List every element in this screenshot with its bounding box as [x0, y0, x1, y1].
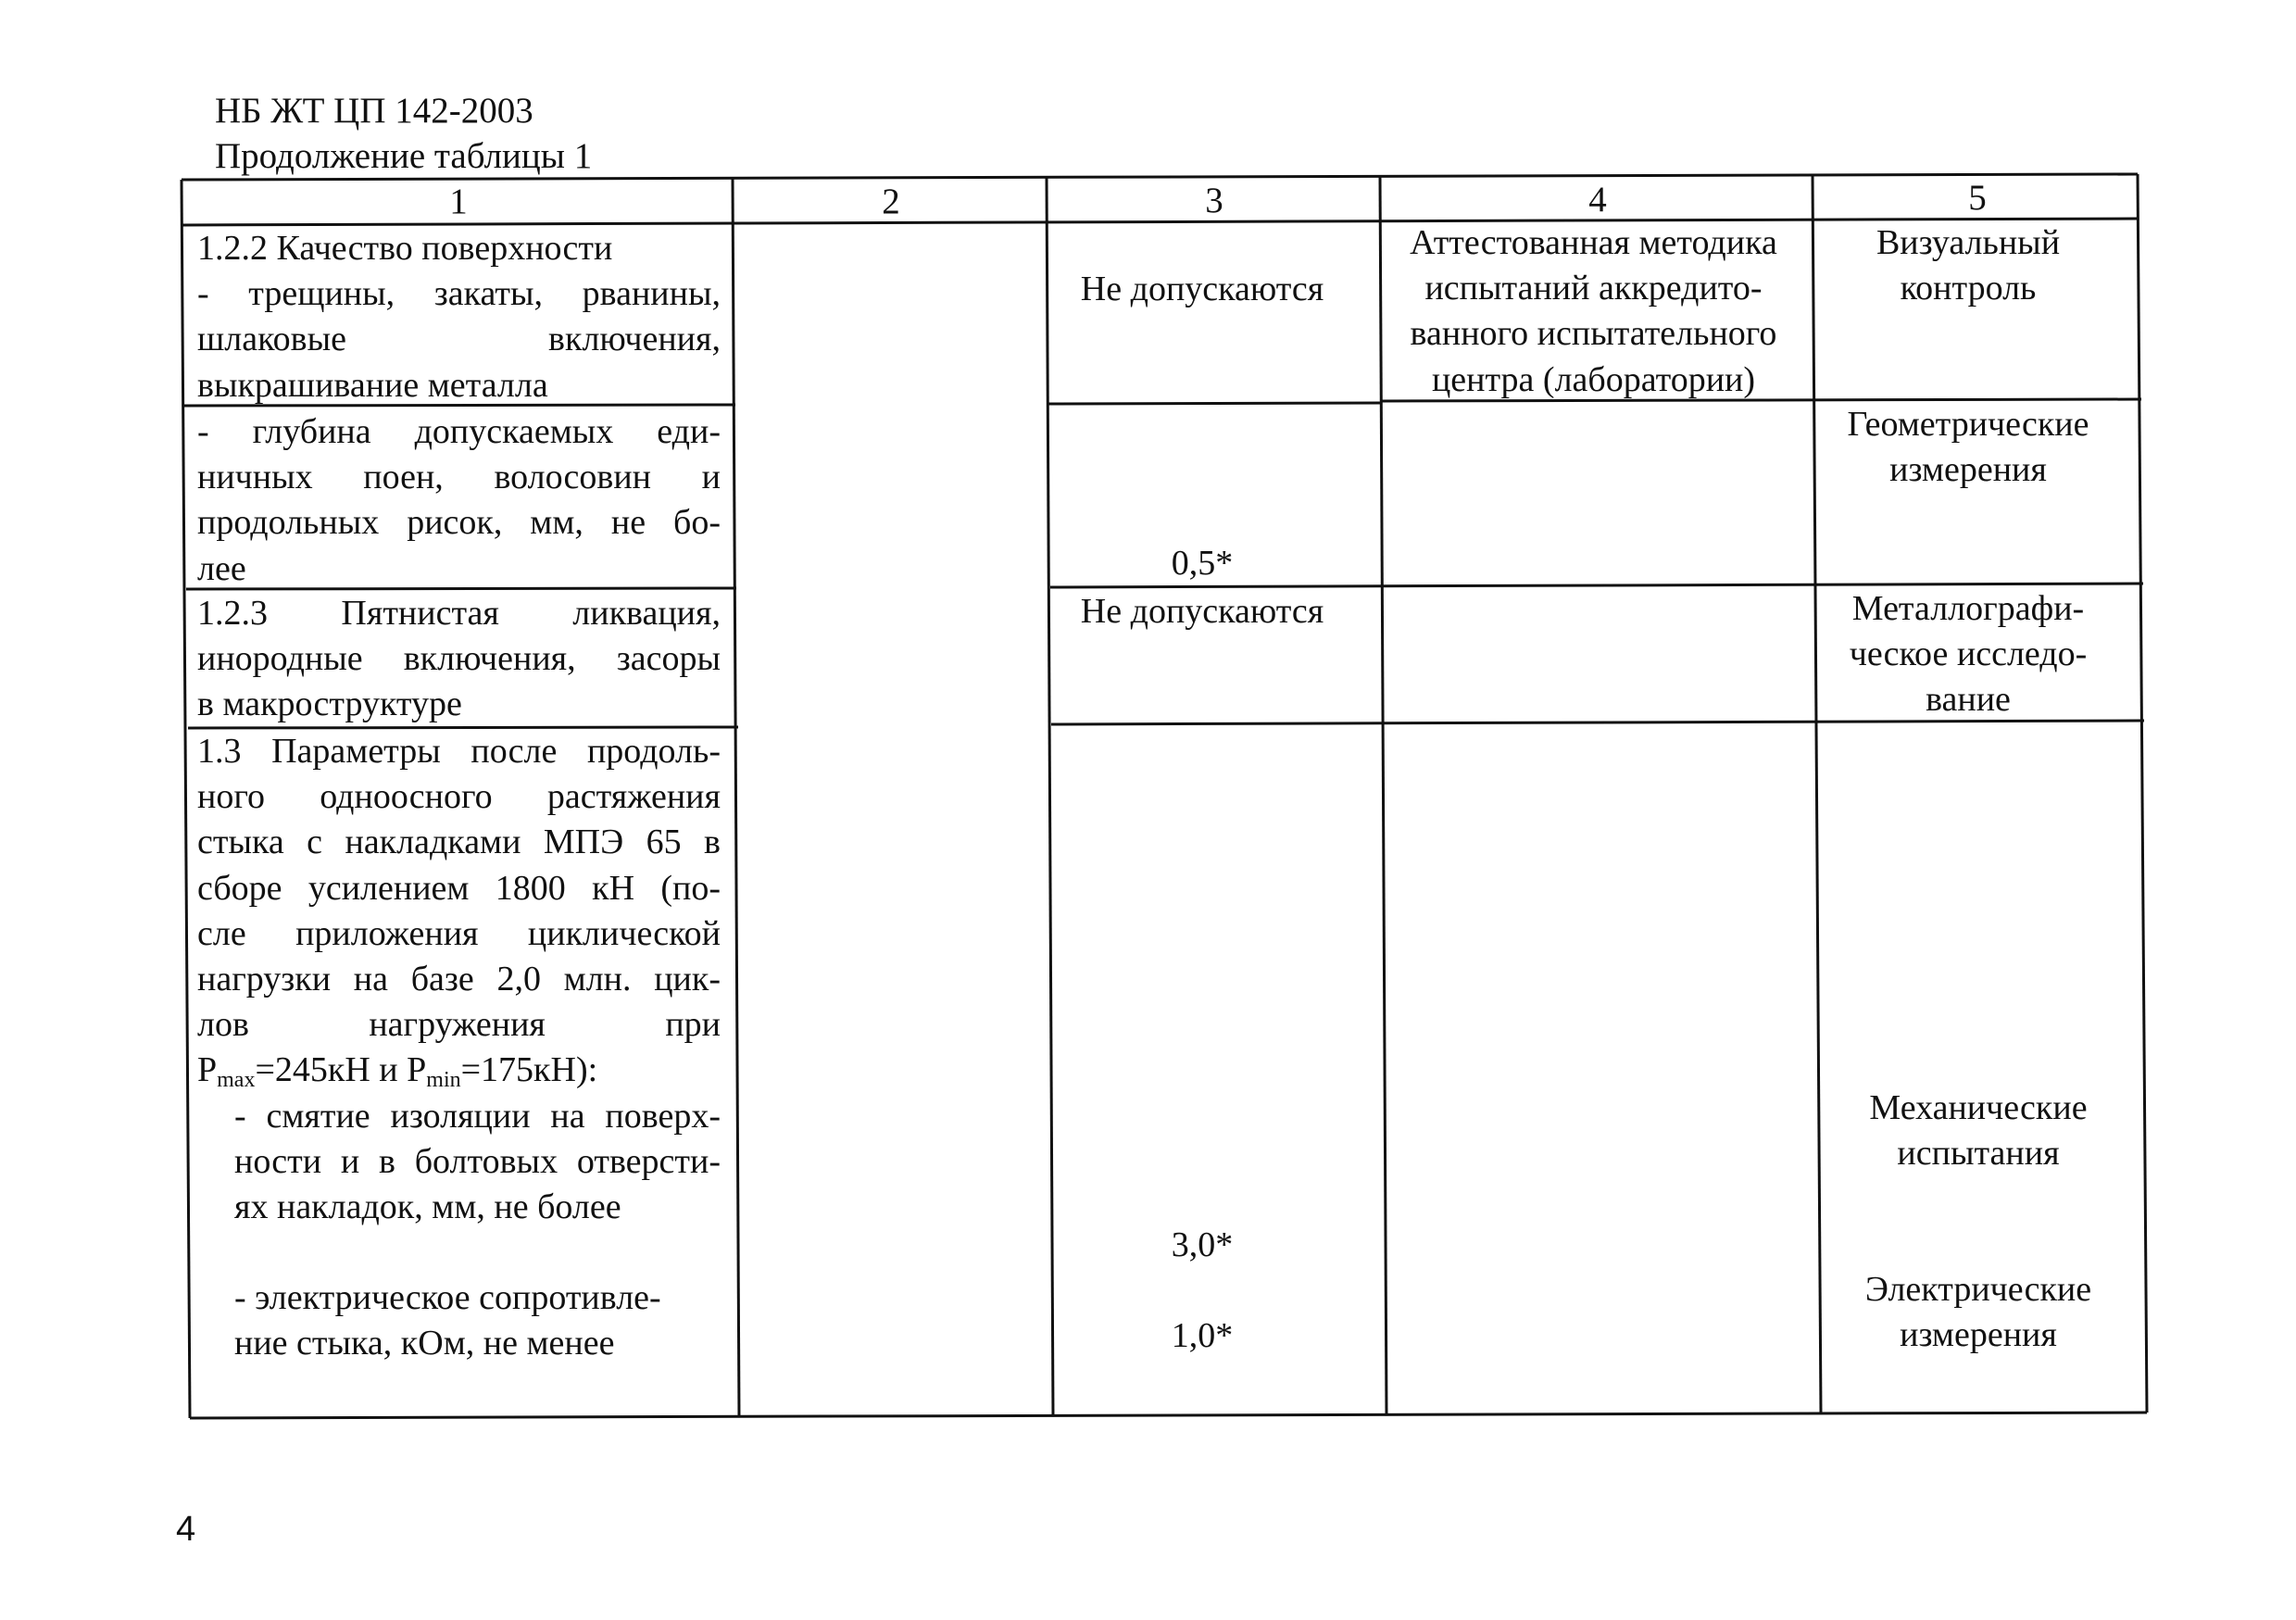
- row-1-3-electrical-control: [1821, 1267, 2136, 1358]
- table-right-border: [2138, 174, 2147, 1413]
- text-line: сборе усилением 1800 кН (по-: [197, 868, 721, 908]
- row-1-3-mechanical-control: [1821, 1086, 2136, 1176]
- document-code: НБ ЖТ ЦП 142-2003: [215, 91, 533, 131]
- text-line: ванного испытательного: [1410, 314, 1777, 354]
- text-line: вание: [1926, 680, 2011, 720]
- table-bottom-border: [190, 1413, 2147, 1418]
- row-1-2-2-requirement: Не допускаются: [1080, 270, 1324, 308]
- text-line: шлаковые включения,: [197, 320, 721, 359]
- text-line: Визуальный: [1876, 223, 2061, 262]
- col-separator-4-5: [1813, 175, 1821, 1414]
- text-line: - глубина допускаемых еди-: [197, 412, 721, 451]
- text-line: нагрузки на базе 2,0 млн. цик-: [197, 960, 721, 999]
- row-defect-depth-description: [197, 409, 721, 592]
- text-line: в макроструктуре: [197, 684, 462, 724]
- text-line: - смятие изоляции на поверх-: [234, 1096, 721, 1136]
- text-line: ческое исследо-: [1849, 634, 2088, 674]
- row-1-3-crush-value: 3,0*: [1171, 1225, 1234, 1264]
- text-line: сле приложения циклической: [197, 913, 721, 953]
- text-line: измерения: [1900, 1315, 2057, 1355]
- row-1-2-2-test-method: [1378, 220, 1809, 403]
- text-line: продольных рисок, мм, не бо-: [197, 503, 721, 543]
- page-number: 4: [176, 1510, 196, 1549]
- text-line: - электрическое сопротивле-: [234, 1278, 661, 1318]
- table-caption: Продолжение таблицы 1: [215, 136, 593, 176]
- row-defect-depth-control-type: [1811, 402, 2126, 493]
- table-left-border: [182, 180, 190, 1418]
- column-header-1: 1: [449, 182, 468, 221]
- text-line: центра (лаборатории): [1431, 359, 1756, 399]
- pmin-symbol: P: [407, 1050, 427, 1090]
- row-1-2-2-description: [197, 226, 721, 408]
- pmax-subscript: max: [217, 1068, 256, 1093]
- column-header-3: 3: [1205, 181, 1223, 220]
- pmin-value: =175кН):: [460, 1050, 598, 1090]
- row-1-3-resistance-value: 1,0*: [1171, 1316, 1234, 1355]
- column-header-4: 4: [1588, 180, 1607, 220]
- text-line: выкрашивание металла: [197, 365, 548, 405]
- text-line: Механические: [1869, 1088, 2088, 1127]
- load-parameters-line: [197, 1048, 721, 1093]
- text-line: Аттестованная методика: [1410, 223, 1777, 262]
- row-1-2-3-description: [197, 591, 721, 728]
- column-header-5: 5: [1968, 178, 1987, 218]
- column-header-2: 2: [882, 182, 900, 221]
- text-line: лов нагружения при: [197, 1005, 721, 1045]
- text-line: контроль: [1900, 269, 2037, 308]
- row-1-3-description: [197, 729, 721, 1367]
- text-line: ние стыка, кОм, не менее: [234, 1324, 615, 1363]
- pmin-subscript: min: [426, 1068, 461, 1093]
- text-line: лее: [197, 548, 246, 588]
- pmax-symbol: P: [197, 1050, 218, 1090]
- text-line: Металлографи-: [1851, 589, 2085, 628]
- spacer: [197, 1230, 721, 1275]
- text-line: - трещины, закаты, рванины,: [197, 274, 721, 314]
- text-line: ного одноосного растяжения: [197, 777, 721, 817]
- text-line: ничных поен, волосовин и: [197, 458, 721, 497]
- row-defect-depth-value: 0,5*: [1171, 544, 1234, 583]
- text-line: ности и в болтовых отверсти-: [234, 1141, 721, 1181]
- row-line-c3-a: [1048, 403, 1382, 404]
- text-line: испытания: [1897, 1134, 2060, 1174]
- row-1-2-3-requirement: Не допускаются: [1080, 592, 1324, 631]
- text-line: стыка с накладками МПЭ 65 в: [197, 823, 721, 862]
- text-line: испытаний аккредито-: [1424, 269, 1763, 308]
- pmax-value: =245кН и: [255, 1050, 408, 1090]
- text-line: ях накладок, мм, не более: [234, 1187, 621, 1227]
- col-separator-1-2: [733, 178, 739, 1417]
- text-line: Электрические: [1864, 1270, 2092, 1309]
- text-line: 1.2.3 Пятнистая ликвация,: [197, 594, 721, 633]
- text-line: 1.3 Параметры после продоль-: [197, 732, 721, 771]
- text-line: 1.2.2 Качество поверхности: [197, 229, 613, 268]
- text-line: Геометрические: [1847, 405, 2089, 444]
- row-1-2-3-control-type: [1811, 586, 2126, 723]
- text-line: измерения: [1889, 450, 2047, 490]
- row-1-2-2-control-type: [1811, 220, 2126, 311]
- text-line: инородные включения, засоры: [197, 639, 721, 679]
